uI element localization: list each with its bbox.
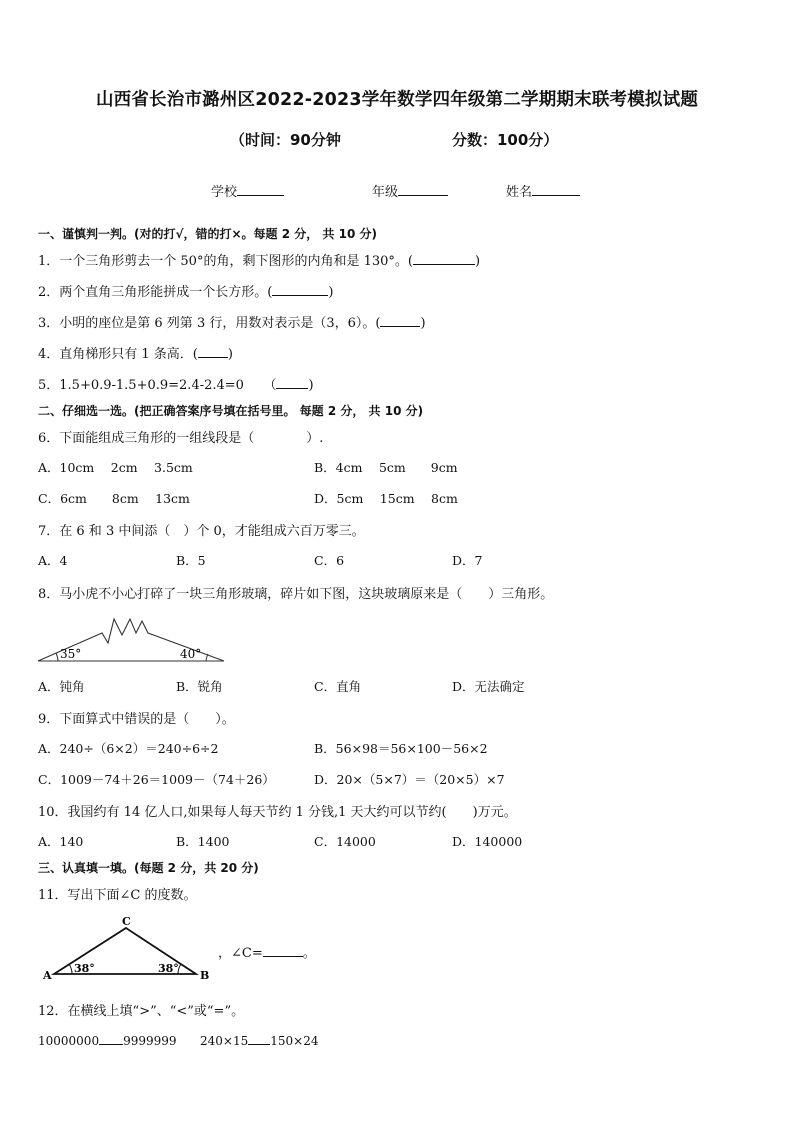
angle-b-label: 38° (158, 962, 179, 975)
q12-blank-b[interactable] (248, 1031, 270, 1045)
name-label: 姓名 (506, 185, 533, 200)
angle-label-40: 40° (180, 647, 202, 661)
q10-option-d[interactable]: D．140000 (452, 834, 523, 849)
school-field[interactable] (211, 181, 284, 200)
question-9: 9．下面算式中错误的是（ ）。 (38, 712, 235, 727)
q8-option-d[interactable]: D．无法确定 (452, 679, 525, 694)
question-7: 7．在 6 和 3 中间添（ ）个 0，才能组成六百万零三。 (38, 524, 365, 539)
q6-option-c[interactable]: C．6cm 8cm 13cm (38, 491, 190, 506)
exam-time: （时间：90分钟 (230, 131, 341, 149)
triangle-figure (40, 912, 216, 986)
q6-option-d[interactable]: D．5cm 15cm 8cm (314, 491, 458, 506)
question-5: 5．1.5+0.9-1.5+0.9=2.4-2.4=0 （ ) (38, 374, 314, 393)
q9-option-a[interactable]: A．240÷（6×2）＝240÷6÷2 (38, 741, 219, 756)
question-3: 3．小明的座位是第 6 列第 3 行，用数对表示是（3，6）。( ) (38, 312, 426, 331)
section3-heading: 三、认真填一填。(每题 2 分，共 20 分) (38, 861, 259, 875)
q8-option-a[interactable]: A．钝角 (38, 679, 85, 694)
angle-arc-left (56, 653, 58, 661)
q9-option-c[interactable]: C．1009－74＋26＝1009－（74＋26） (38, 772, 275, 787)
grade-field[interactable] (372, 181, 448, 200)
q9-option-d[interactable]: D．20×（5×7）＝（20×5）×7 (314, 772, 505, 787)
q8-option-c[interactable]: C．直角 (314, 679, 362, 694)
q8-option-b[interactable]: B．锐角 (176, 679, 223, 694)
answer-blank-5[interactable] (276, 375, 308, 389)
grade-blank[interactable] (398, 181, 448, 196)
angle-a-label: 38° (74, 962, 95, 975)
answer-blank-4[interactable] (198, 344, 228, 358)
angle-label-35: 35° (60, 647, 82, 661)
q11-answer: ，∠C= 。 (218, 942, 316, 961)
q12-blank-a[interactable] (99, 1031, 123, 1045)
broken-glass-figure (36, 609, 228, 665)
answer-blank-2[interactable] (272, 282, 328, 296)
school-label: 学校 (211, 185, 238, 200)
q7-option-b[interactable]: B．5 (176, 553, 206, 568)
vertex-c: C (122, 915, 131, 928)
section1-heading: 一、谨慎判一判。(对的打√，错的打×。每题 2 分， 共 10 分) (38, 227, 377, 241)
q10-option-a[interactable]: A．140 (38, 834, 84, 849)
exam-title: 山西省长治市潞州区2022-2023学年数学四年级第二学期期末联考模拟试题 (95, 90, 699, 110)
question-12: 12．在横线上填“>”、“<”或“=”。 (38, 1004, 245, 1019)
q7-option-d[interactable]: D．7 (452, 553, 483, 568)
q10-option-b[interactable]: B．1400 (176, 834, 230, 849)
angle-c-blank[interactable] (263, 943, 303, 957)
question-6: 6．下面能组成三角形的一组线段是（ ）. (38, 431, 324, 446)
question-2: 2．两个直角三角形能拼成一个长方形。( ) (38, 281, 333, 300)
exam-score: 分数：100分） (452, 131, 559, 149)
school-blank[interactable] (237, 181, 284, 196)
question-4: 4．直角梯形只有 1 条高．( ) (38, 343, 233, 362)
q7-option-a[interactable]: A．4 (38, 553, 68, 568)
arc-a (69, 964, 72, 974)
q10-option-c[interactable]: C．14000 (314, 834, 376, 849)
q12-comparison-b: 240×15 150×24 (200, 1031, 318, 1048)
grade-label: 年级 (372, 185, 399, 200)
q6-option-b[interactable]: B．4cm 5cm 9cm (314, 460, 458, 475)
q7-option-c[interactable]: C．6 (314, 553, 345, 568)
question-8: 8．马小虎不小心打碎了一块三角形玻璃，碎片如下图，这块玻璃原来是（ ）三角形。 (38, 587, 554, 602)
question-11: 11．写出下面∠C 的度数。 (38, 888, 197, 903)
vertex-a: A (43, 969, 52, 982)
name-blank[interactable] (532, 181, 580, 196)
answer-blank-1[interactable] (413, 251, 475, 265)
answer-blank-3[interactable] (380, 313, 420, 327)
vertex-b: B (200, 969, 210, 982)
name-field[interactable] (506, 181, 580, 200)
question-1: 1．一个三角形剪去一个 50°的角，剩下图形的内角和是 130°。( ) (38, 250, 480, 269)
q12-comparison-a: 10000000 9999999 (38, 1031, 177, 1048)
q6-option-a[interactable]: A．10cm 2cm 3.5cm (38, 460, 193, 475)
q9-option-b[interactable]: B．56×98＝56×100－56×2 (314, 741, 488, 756)
question-10: 10．我国约有 14 亿人口,如果每人每天节约 1 分钱,1 天大约可以节约( )万元。 (38, 805, 517, 820)
section2-heading: 二、仔细选一选。(把正确答案序号填在括号里。 每题 2 分， 共 10 分) (38, 404, 424, 418)
